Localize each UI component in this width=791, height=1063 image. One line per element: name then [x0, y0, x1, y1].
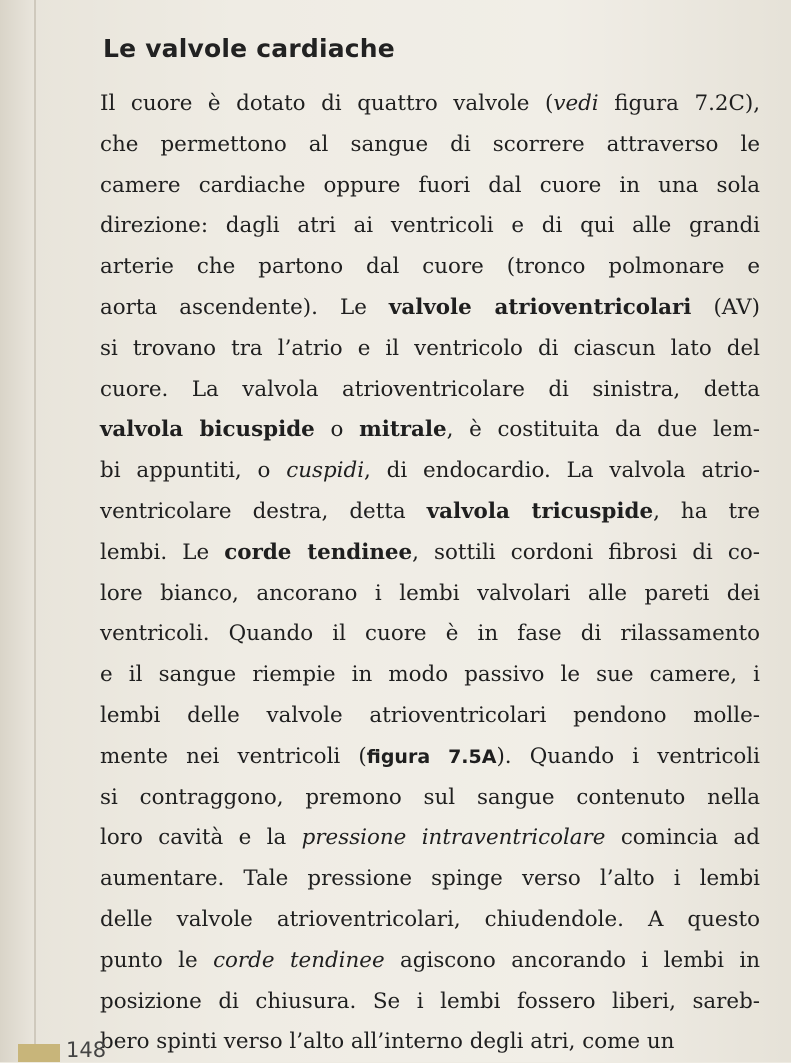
text-segment: punto le	[100, 947, 214, 973]
text-line	[100, 778, 760, 819]
text-line	[100, 655, 760, 696]
text-segment: cuore. La valvola atrioventricolare di sinistra, detta	[100, 376, 760, 402]
text-line	[100, 288, 760, 329]
bold-term: valvole atrioventricolari	[388, 294, 692, 320]
text-segment: aorta ascendente). Le	[100, 294, 389, 320]
text-segment: lembi delle valvole atrioventricolari pendono molle-	[100, 702, 760, 728]
text-segment: bero spinti verso l’alto all’interno degli atri, come un	[100, 1029, 675, 1055]
text-segment: posizione di chiusura. Se i lembi fossero liberi, sareb-	[100, 988, 760, 1014]
text-line	[100, 900, 760, 941]
bold-term: corde tendinee	[224, 539, 413, 565]
text-segment: agiscono ancorando i lembi in	[384, 947, 760, 973]
text-segment: ). Quando i ventricoli	[496, 743, 760, 769]
page-number: 148	[66, 1038, 107, 1062]
text-line	[100, 859, 760, 900]
text-line	[100, 206, 760, 247]
text-segment: che permettono al sangue di scorrere attraverso le	[100, 131, 760, 157]
text-line	[100, 492, 760, 533]
text-line	[100, 247, 760, 288]
text-line	[100, 125, 760, 166]
text-line	[100, 166, 760, 207]
text-line	[100, 84, 760, 125]
figure-reference: figura 7.5A	[366, 745, 497, 768]
text-segment: lore bianco, ancorano i lembi valvolari alle pareti dei	[100, 580, 760, 606]
text-segment: o	[314, 417, 360, 443]
text-segment: direzione: dagli atri ai ventricoli e di qui alle grandi	[100, 213, 760, 239]
text-segment: bi appuntiti, o	[100, 458, 287, 484]
italic-term: vedi	[553, 91, 599, 116]
text-line	[100, 451, 760, 492]
text-segment: (AV)	[691, 294, 760, 320]
text-line	[100, 614, 760, 655]
section-heading: Le valvole cardiache	[103, 34, 395, 63]
text-segment: Il cuore è dotato di quattro valvole (	[100, 91, 554, 116]
text-line	[100, 737, 760, 778]
text-line	[100, 982, 760, 1023]
text-segment: , è costituita da due lem-	[446, 417, 760, 443]
bold-term: valvola tricuspide	[426, 498, 654, 524]
text-segment: si contraggono, premono sul sangue contenuto nella	[100, 784, 760, 810]
bold-term: valvola bicuspide	[100, 417, 315, 443]
text-segment: arterie che partono dal cuore (tronco polmonare e	[100, 254, 760, 280]
text-segment: camere cardiache oppure fuori dal cuore in una sola	[100, 172, 760, 198]
text-segment: comincia ad	[605, 825, 760, 851]
text-segment: si trovano tra l’atrio e il ventricolo di ciascun lato del	[100, 335, 760, 361]
body-paragraph	[100, 84, 760, 1063]
page-margin-strip	[0, 0, 36, 1062]
page-footer	[0, 1038, 791, 1062]
page-color-tab	[18, 1044, 60, 1062]
text-line	[100, 410, 760, 451]
text-segment: e il sangue riempie in modo passivo le sue camere, i	[100, 662, 760, 688]
text-line	[100, 941, 760, 982]
text-line	[100, 696, 760, 737]
italic-term: pressione intraventricolare	[301, 825, 606, 851]
text-segment: loro cavità e la	[100, 825, 302, 851]
text-segment: aumentare. Tale pressione spinge verso l’alto i lembi	[100, 866, 760, 892]
italic-term: corde tendinee	[213, 947, 385, 973]
text-segment: , di endocardio. La valvola atrio-	[364, 458, 760, 484]
italic-term: cuspidi	[286, 458, 365, 484]
text-segment: , sottili cordoni fibrosi di co-	[412, 539, 760, 565]
text-segment: ventricolare destra, detta	[100, 498, 427, 524]
text-line	[100, 818, 760, 859]
text-segment: , ha tre	[653, 498, 760, 524]
text-segment: mente nei ventricoli (	[100, 743, 367, 769]
text-line	[100, 370, 760, 411]
text-line	[100, 329, 760, 370]
text-segment: delle valvole atrioventricolari, chiudendole. A questo	[100, 906, 760, 932]
text-line	[100, 533, 760, 574]
text-segment: ventricoli. Quando il cuore è in fase di rilassamento	[100, 621, 760, 647]
bold-term: mitrale	[359, 417, 447, 443]
text-segment: figura 7.2C),	[598, 91, 761, 116]
text-line	[100, 574, 760, 615]
text-segment: lembi. Le	[100, 539, 225, 565]
